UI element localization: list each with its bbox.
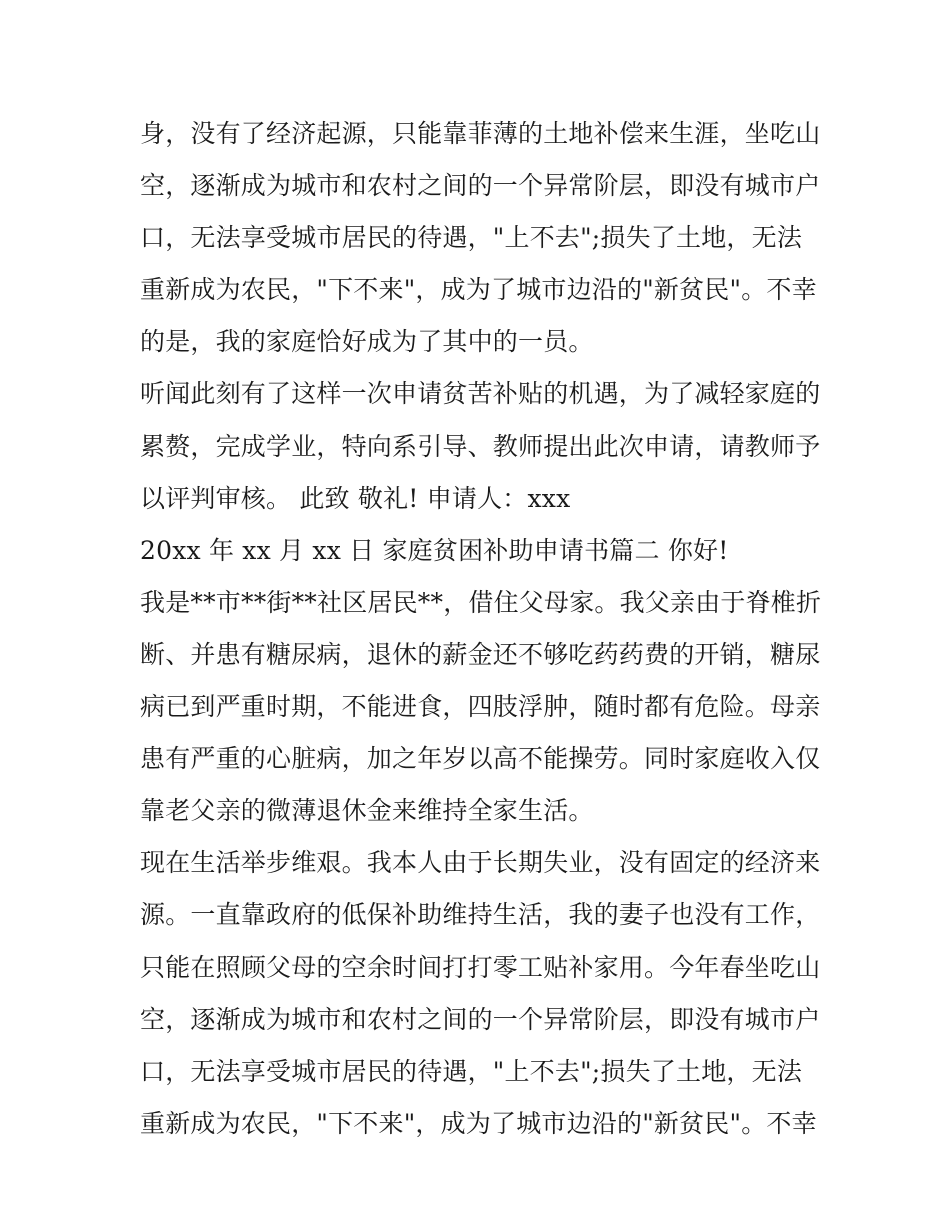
text-line: 病已到严重时期，不能进食，四肢浮肿，随时都有危险。母亲 <box>140 692 821 722</box>
text-line: 现在生活举步维艰。我本人由于长期失业，没有固定的经济来 <box>140 848 821 878</box>
text-line: 重新成为农民，"下不来"，成为了城市边沿的"新贫民"。不幸 <box>140 275 817 305</box>
text-line: 口，无法享受城市居民的待遇，"上不去";损失了土地，无法 <box>140 1056 803 1086</box>
text-line: 患有严重的心脏病，加之年岁以高不能操劳。同时家庭收入仅 <box>140 744 821 774</box>
text-line: 重新成为农民，"下不来"，成为了城市边沿的"新贫民"。不幸 <box>140 1108 817 1138</box>
text-line: 空，逐渐成为城市和农村之间的一个异常阶层，即没有城市户 <box>140 171 821 201</box>
date-heading-line: 20xx 年 xx 月 xx 日 家庭贫困补助申请书篇二 你好! <box>140 535 729 565</box>
text-line: 空，逐渐成为城市和农村之间的一个异常阶层，即没有城市户 <box>140 1004 821 1034</box>
text-line: 断、并患有糖尿病，退休的薪金还不够吃药药费的开销，糖尿 <box>140 639 821 669</box>
text-line: 靠老父亲的微薄退休金来维持全家生活。 <box>140 796 594 826</box>
text-line: 的是，我的家庭恰好成为了其中的一员。 <box>140 327 594 357</box>
text-line: 身，没有了经济起源，只能靠菲薄的土地补偿来生涯，坐吃山 <box>140 119 821 148</box>
text-line: 我是**市**街**社区居民**，借住父母家。我父亲由于脊椎折 <box>140 587 822 617</box>
text-line: 听闻此刻有了这样一次申请贫苦补贴的机遇，为了减轻家庭的 <box>140 379 821 409</box>
text-line: 源。一直靠政府的低保补助维持生活，我的妻子也没有工作， <box>140 900 821 930</box>
text-line: 只能在照顾父母的空余时间打打零工贴补家用。今年春坐吃山 <box>140 952 821 982</box>
text-line: 口，无法享受城市居民的待遇，"上不去";损失了土地，无法 <box>140 223 803 253</box>
body-text <box>140 108 830 1150</box>
text-line: 以评判审核。 此致 敬礼! 申请人：xxx <box>140 483 571 513</box>
text-line: 累赘，完成学业，特向系引导、教师提出此次申请，请教师予 <box>140 431 821 461</box>
